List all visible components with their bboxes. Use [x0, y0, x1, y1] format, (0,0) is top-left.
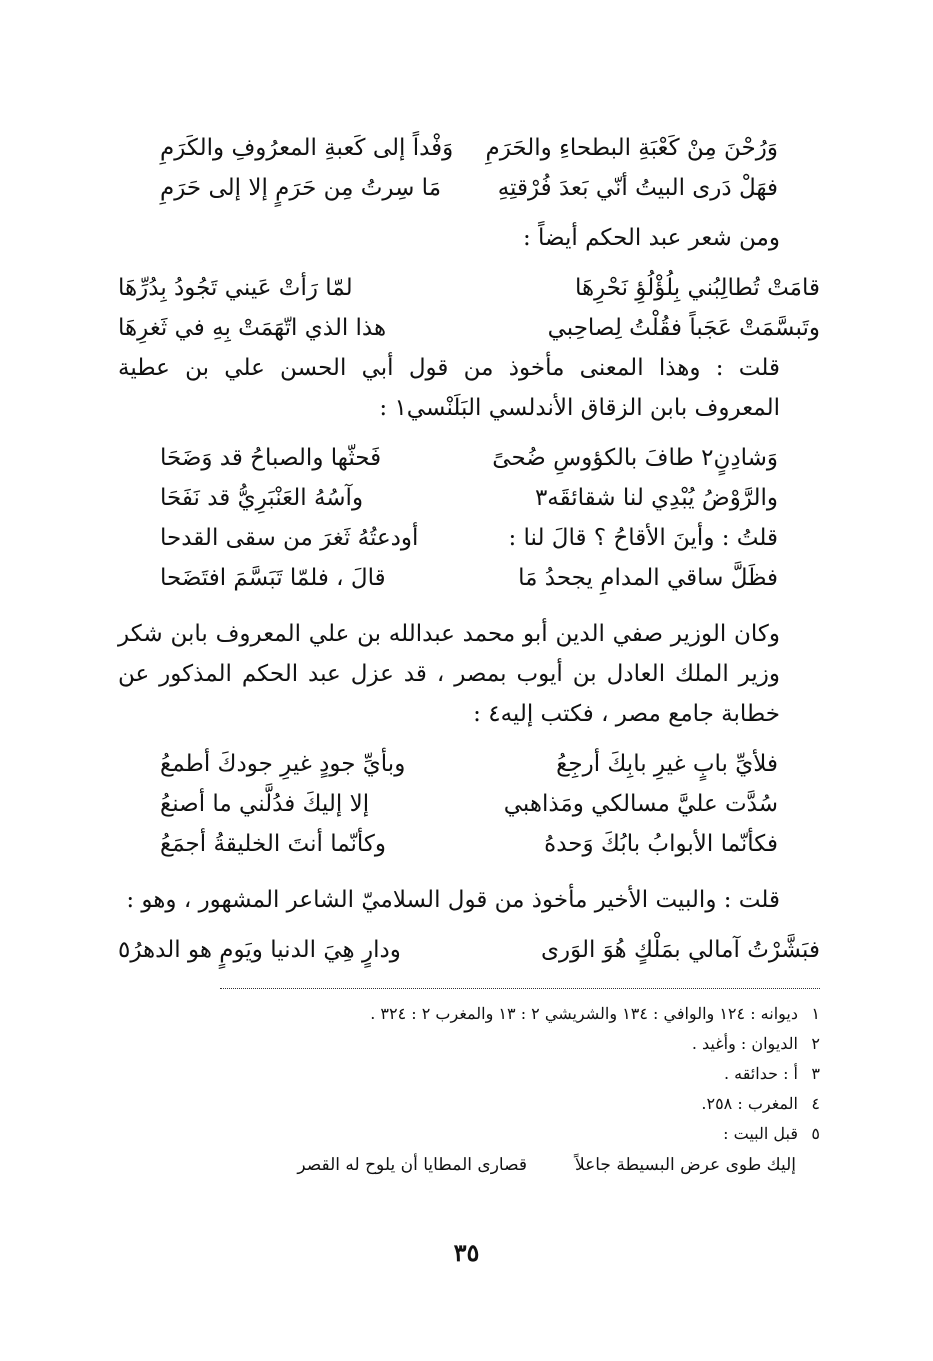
verse-line [160, 128, 778, 168]
second-hemistich: إلا إليكَ فدُلَّني ما أصنعُ [160, 791, 370, 817]
first-hemistich: فبَشَّرْتُ آمالي بمَلْكٍ هُوَ الوَرى [540, 937, 820, 963]
second-hemistich: أودعتُهُ ثَغرَ من سقى القدحا [160, 525, 419, 551]
footnote-verse [220, 1149, 820, 1181]
second-hemistich: وآسُهُ العَنْبَرِيُّ قد نَفَحَا [160, 485, 364, 511]
second-hemistich: وكأنّما أنتَ الخليقةُ أجمَعُ [160, 831, 386, 857]
first-hemistich: وَرُحْنَ مِنْ كَعْبَةِ البطحاءِ والحَرَمِ [485, 135, 778, 161]
first-hemistich: فهَلْ دَرى البيتُ أنّي بَعدَ فُرْقتِهِ [497, 175, 778, 201]
second-hemistich: قصارى المطايا أن يلوح له القصر [297, 1155, 527, 1175]
commentary-paragraph: قلت : وهذا المعنى مأخوذ من قول أبي الحسن علي بن عطية المعروف بابن الزقاق الأندلسي البَلَنْسي١ : [118, 355, 780, 421]
footnotes [220, 988, 820, 1181]
footnote [220, 1029, 820, 1059]
verse-line [160, 824, 778, 864]
poem-block-3 [118, 438, 820, 598]
verse-line [118, 930, 820, 970]
verse-line [160, 168, 778, 208]
verse-line [160, 558, 778, 598]
second-hemistich: قالَ ، فلمّا تَبَسَّمَ افتَضَحا [160, 565, 386, 591]
footnote-number: ٤ [811, 1094, 820, 1113]
footnote-text: ديوانه : ١٢٤ والوافي : ١٣٤ والشريشي ٢ : ١٣ والمغرب ٢ : ٣٢٤ . [370, 1004, 798, 1023]
poem-block-4 [118, 744, 820, 864]
footnote-number: ٣ [811, 1064, 820, 1083]
first-hemistich: إليك طوى عرض البسيطة جاعلاً [574, 1155, 796, 1175]
first-hemistich: فلأيِّ بابٍ غيرِ بابِكَ أرجِعُ [556, 751, 778, 777]
page-number: ٣٥ [453, 1238, 480, 1267]
footnote-number: ١ [811, 1004, 820, 1023]
verse-line [160, 478, 778, 518]
verse-line [160, 438, 778, 478]
second-hemistich: هذا الذي اتّهَمَتْ بِهِ في ثَغرِهَا [118, 315, 387, 341]
second-hemistich: وَفْداً إلى كَعبةِ المعرُوفِ والكَرَمِ [160, 135, 454, 161]
commentary-paragraph: قلت : والبيت الأخير مأخوذ من قول السلاميّ الشاعر المشهور ، وهو : [126, 887, 780, 913]
verse-line [160, 518, 778, 558]
second-hemistich: وبأيِّ جودٍ غيرِ جودكَ أطمعُ [160, 751, 406, 777]
first-hemistich: وتَبسَّمَتْ عَجَباً فقُلْتُ لِصاحِبي [547, 315, 820, 341]
footnote-number: ٢ [811, 1034, 820, 1053]
footnote-text: أ : حدائقه . [723, 1064, 798, 1083]
footnote-text: قبل البيت : [723, 1124, 798, 1143]
first-hemistich: والرَّوْضُ يُبْدِي لنا شقائقَه٣ [534, 485, 778, 511]
footnote [220, 1119, 820, 1149]
footnote [220, 999, 820, 1029]
poem-block-2 [118, 268, 820, 348]
poem-block-1 [118, 128, 820, 208]
verse-line [160, 744, 778, 784]
poem-block-5 [118, 930, 820, 970]
first-hemistich: وَشادِنٍ٢ طافَ بالكؤوسِ ضُحىً [492, 445, 778, 471]
first-hemistich: فظَلَّ ساقي المدامِ يجحدُ مَا [518, 565, 778, 591]
first-hemistich: فكأنّما الأبوابُ بابُكَ وَحدهُ [544, 831, 778, 857]
verse-line [118, 268, 820, 308]
footnote-text: الديوان : وأغيد . [691, 1034, 798, 1053]
verse-line [160, 784, 778, 824]
footnote-number: ٥ [811, 1124, 820, 1143]
second-hemistich: مَا سِرتُ مِن حَرَمٍ إلا إلى حَرَمِ [160, 175, 442, 201]
second-hemistich: فَحثّها والصباحُ قد وَضَحَا [160, 445, 382, 471]
footnote [220, 1089, 820, 1119]
first-hemistich: قامَتْ تُطالِبُني بِلُؤْلُؤِ نَحْرِهَا [574, 275, 820, 301]
verse-line [118, 308, 820, 348]
intro-line: ومن شعر عبد الحكم أيضاً : [522, 225, 780, 251]
second-hemistich: لمّا رَأتْ عَيني تَجُودُ بِدُرِّهَا [118, 275, 353, 301]
second-hemistich: ودارٍ هِيَ الدنيا ويَومٍ هو الدهرُ٥ [118, 937, 401, 963]
footnote [220, 1059, 820, 1089]
footnote-text: المغرب : ٢٥٨. [701, 1094, 798, 1113]
first-hemistich: سُدَّت عليَّ مسالكي ومَذاهبي [503, 791, 778, 817]
commentary-paragraph: وكان الوزير صفي الدين أبو محمد عبدالله بن علي المعروف بابن شكر وزير الملك العادل بن أيوب بمصر ، قد عزل عبد الحكم المذكور عن خطابة جامع مصر ، فكتب إليه٤ : [118, 621, 780, 727]
first-hemistich: قلتُ : وأينَ الأقاحُ ؟ قالَ لنا : [508, 525, 778, 551]
